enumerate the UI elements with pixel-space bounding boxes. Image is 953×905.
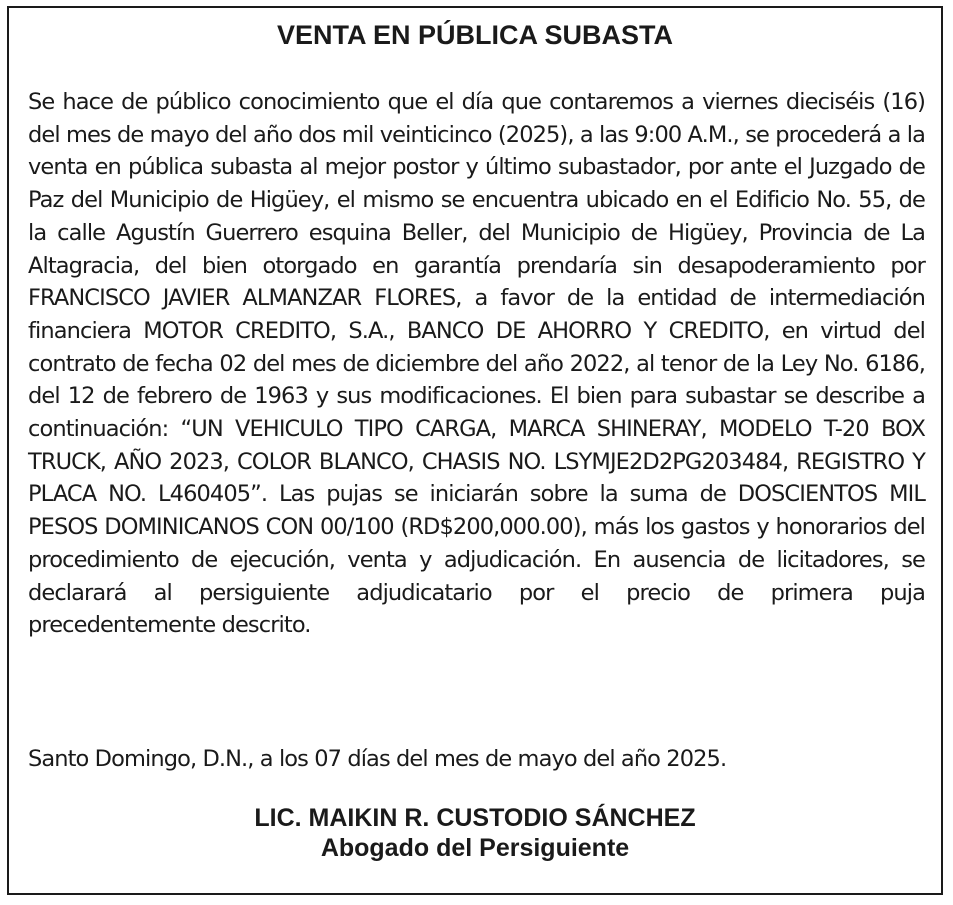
signatory-role: Abogado del Persiguiente xyxy=(320,834,630,862)
notice-place-date: Santo Domingo, D.N., a los 07 días del mes de mayo del año 2025. xyxy=(28,746,727,772)
notice-frame xyxy=(7,6,943,895)
notice-title: VENTA EN PÚBLICA SUBASTA xyxy=(276,20,673,50)
notice-body: Se hace de público conocimiento que el día que contaremos a viernes dieciséis (16) del mes de mayo del año dos mil veinticinco (2025), a las 9:00 A.M., se procederá a la venta en pública subasta al mejor postor y último subastador, por ante el Juzgado de Paz del Municipio de Higüey, el mismo se encuentra ubicado en el Edificio No. 55, de la calle Agustín Guerrero esquina Beller, del Municipio de Higüey, Provincia de La Altagracia, del bien otorgado en garantía prendaría sin desapoderamiento por FRANCISCO JAVIER ALMANZAR FLORES, a favor de la entidad de intermediación financiera MOTOR CREDITO, S.A., BANCO DE AHORRO Y CREDITO, en virtud del contrato de fecha 02 del mes de diciembre del año 2022, al tenor de la Ley No. 6186, del 12 de febrero de 1963 y sus modificaciones. El bien para subastar se describe a continuación: “UN VEHICULO TIPO CARGA, MARCA SHINERAY, MODELO T-20 BOX TRUCK, AÑO 2023, COLOR BLANCO, CHASIS NO. LSYMJE2D2PG203484, REGISTRO Y PLACA NO. L460405”. Las pujas se iniciarán sobre la suma de DOSCIENTOS MIL PESOS DOMINICANOS CON 00/100 (RD$200,000.00), más los gastos y honorarios del procedimiento de ejecución, venta y adjudicación. En ausencia de licitadores, se declarará al persiguiente adjudicatario por el precio de primera puja precedentemente descrito. xyxy=(28,89,925,639)
signatory-name: LIC. MAIKIN R. CUSTODIO SÁNCHEZ xyxy=(254,804,696,832)
